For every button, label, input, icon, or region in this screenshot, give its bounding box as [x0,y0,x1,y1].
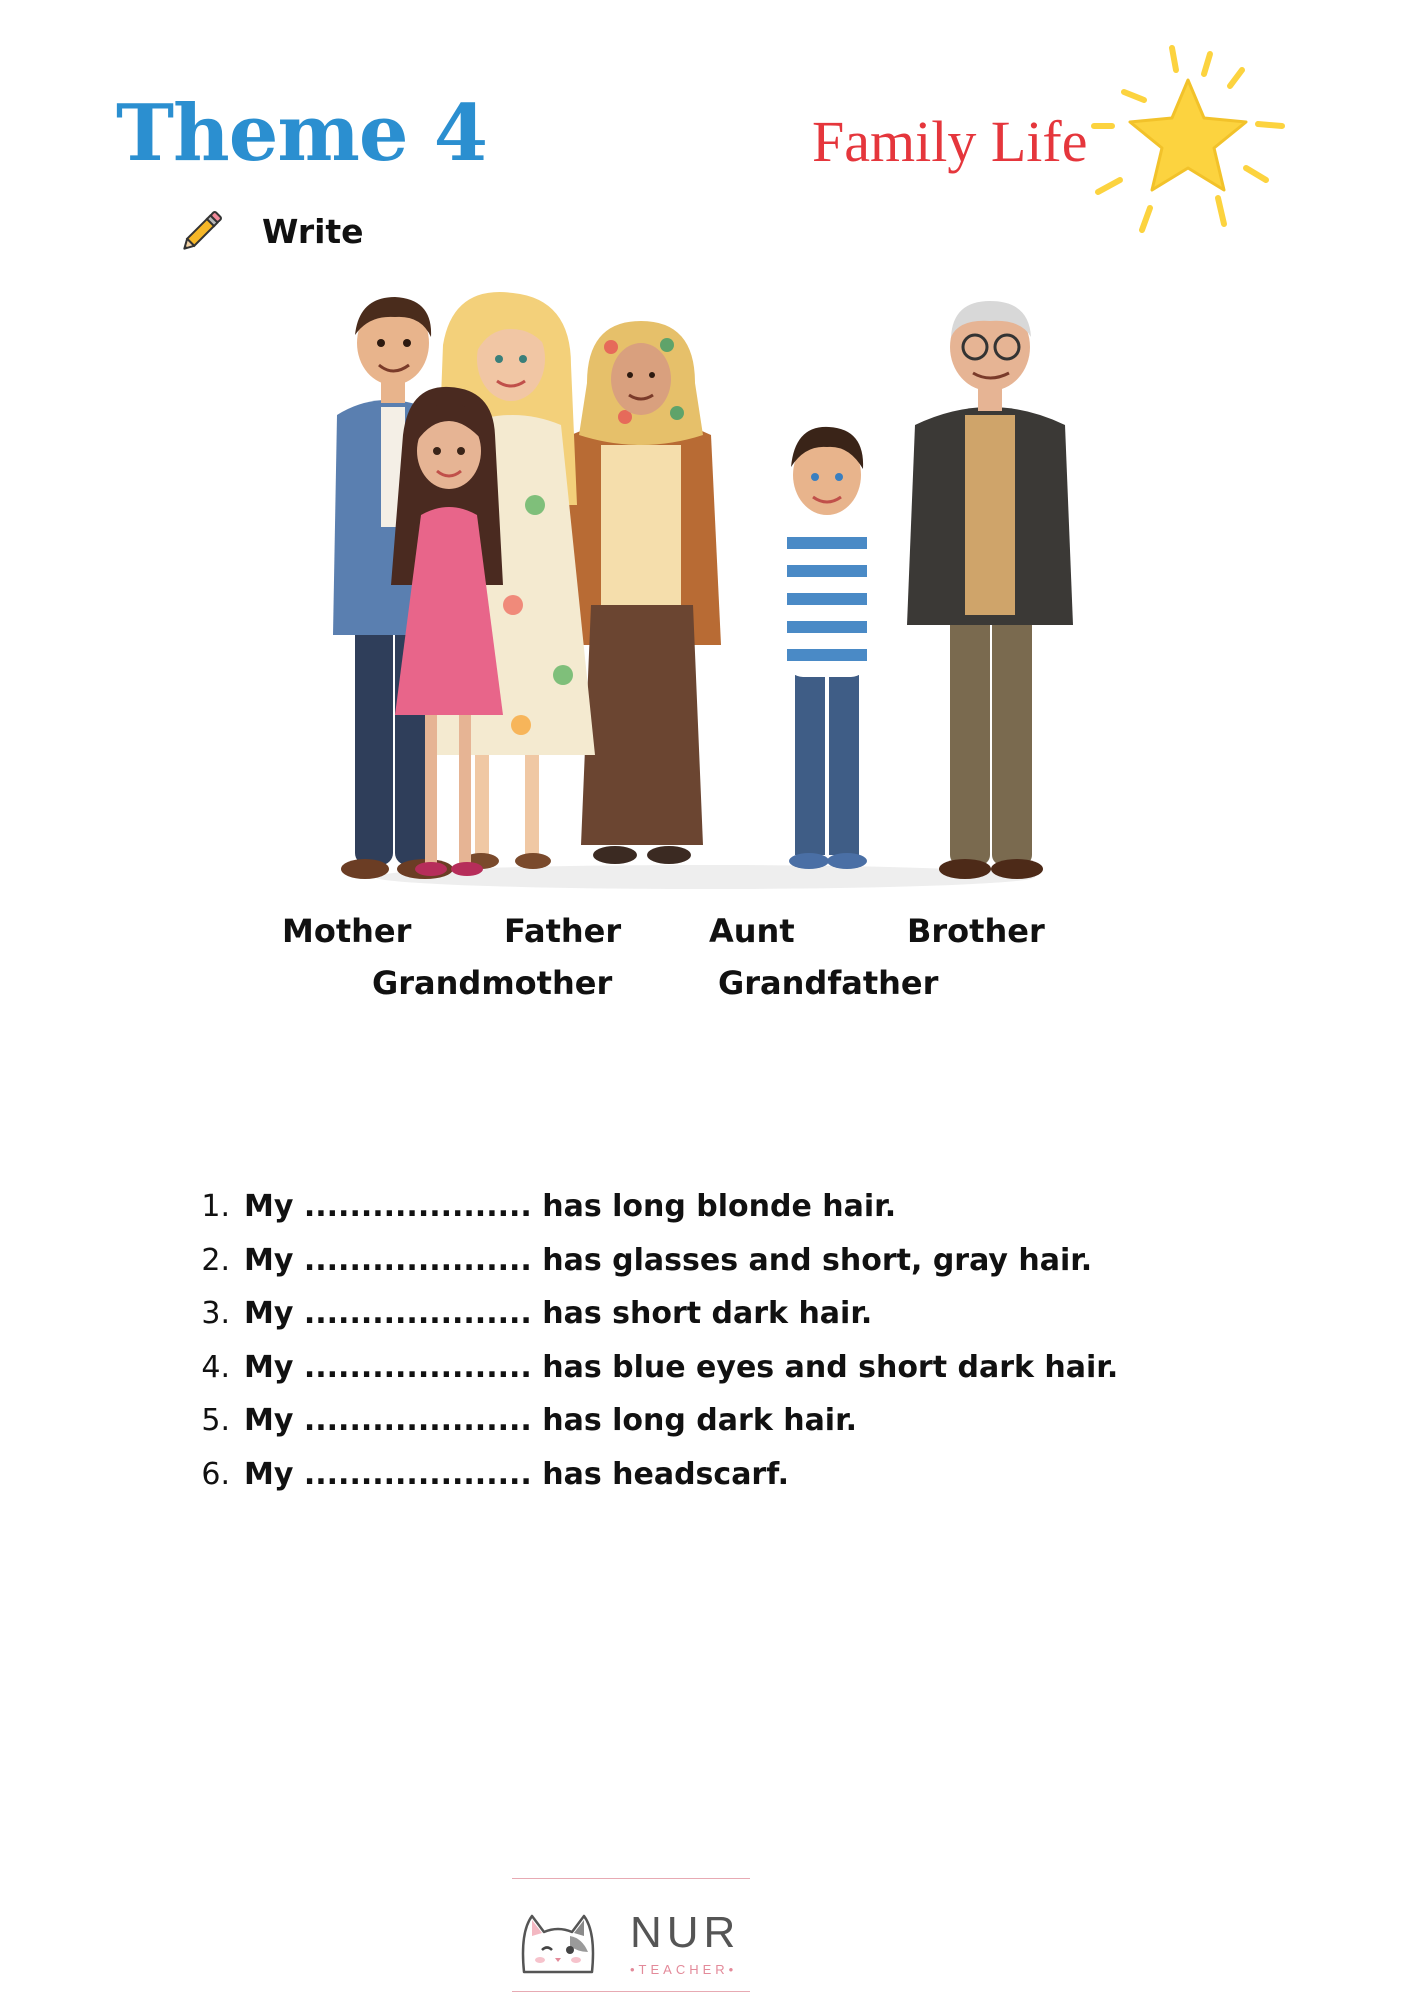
word-bank-item: Brother [907,912,1045,950]
exercise-item [190,1287,1118,1341]
grandfather-figure [907,301,1073,879]
item-number: 6. [201,1456,230,1492]
item-sentence: My .................... has blue eyes and short dark hair. [244,1349,1119,1385]
item-number: 2. [201,1242,230,1278]
item-number: 1. [201,1189,230,1225]
footer-brand [512,1878,750,1992]
item-sentence: My .................... has short dark hair. [244,1296,873,1332]
item-sentence: My .................... has long blonde hair. [244,1189,897,1225]
cat-logo-icon [512,1902,604,1980]
theme-title: Theme 4 [116,88,487,179]
boy-figure [787,427,867,869]
word-bank-item: Grandmother [372,964,613,1002]
item-sentence: My .................... has glasses and short, gray hair. [244,1242,1093,1278]
exercise-item [190,1341,1118,1395]
footer-rule-bottom [512,1991,750,1992]
word-bank-item: Mother [282,912,412,950]
pencil-icon [176,205,228,257]
brand-subtitle: •TEACHER• [630,1962,738,1977]
topic-title: Family Life [812,109,1088,174]
word-bank-row [372,964,938,1002]
footer-rule-top [512,1878,750,1879]
exercise-item [190,1448,1118,1502]
family-illustration [325,285,1085,895]
item-number: 3. [201,1296,230,1332]
exercise-item [190,1394,1118,1448]
word-bank-item: Father [504,912,622,950]
word-bank-row [282,912,1045,950]
exercise-list [190,1180,1118,1501]
grandmother-figure [561,321,721,864]
word-bank-item: Aunt [709,912,795,950]
instruction-label: Write [262,211,364,251]
item-sentence: My .................... has headscarf. [244,1456,790,1492]
item-number: 5. [201,1403,230,1439]
word-bank-item: Grandfather [718,964,939,1002]
exercise-item [190,1180,1118,1234]
item-number: 4. [201,1349,230,1385]
item-sentence: My .................... has long dark hair. [244,1403,858,1439]
star-icon [1090,40,1290,250]
brand-name: NUR [630,1908,741,1957]
exercise-item [190,1234,1118,1288]
